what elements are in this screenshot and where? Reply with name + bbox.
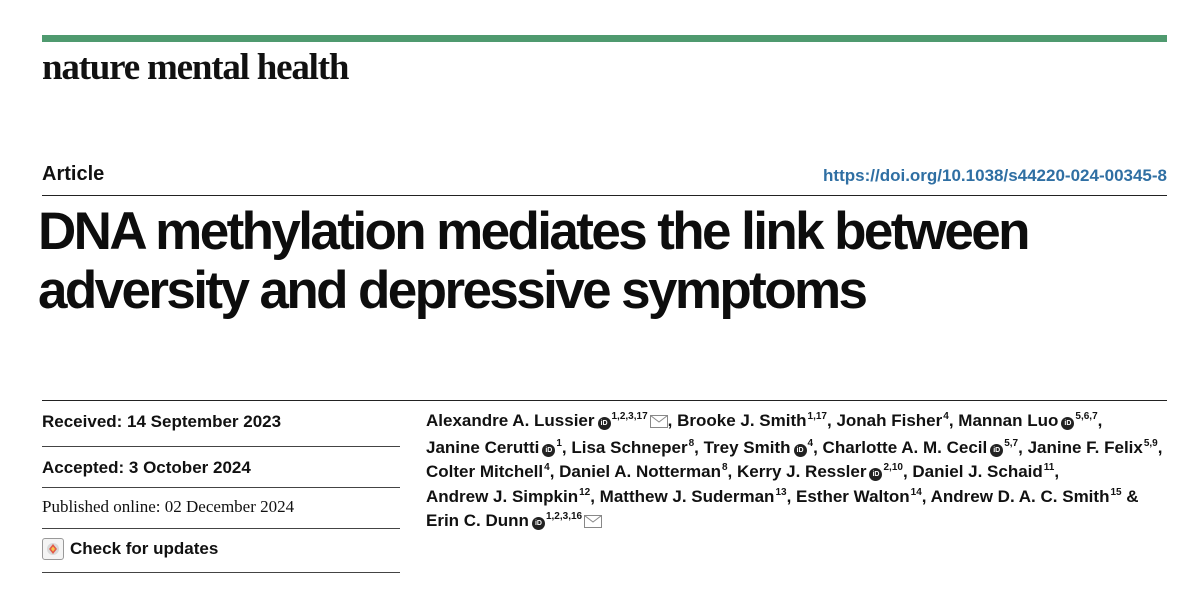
affiliation-numbers: 5,9 — [1143, 437, 1158, 449]
author-name: Colter Mitchell — [426, 462, 544, 482]
author-name: Janine Cerutti — [426, 437, 540, 457]
author-jonah-fisher[interactable] — [836, 411, 948, 430]
orcid-icon[interactable]: iD — [869, 468, 882, 481]
published-date: Published online: 02 December 2024 — [42, 497, 295, 516]
doi-link[interactable]: https://doi.org/10.1038/s44220-024-00345-8 — [823, 166, 1167, 185]
orcid-icon[interactable]: iD — [990, 444, 1003, 457]
author-lisa-schneper[interactable] — [571, 438, 694, 457]
affiliation-numbers: 12 — [579, 486, 591, 498]
dates-divider — [42, 487, 400, 488]
article-title: DNA methylation mediates the link between adversity and depressive symptoms — [38, 202, 1028, 320]
author-andrew-j-simpkin[interactable] — [426, 487, 590, 506]
author-name: Daniel A. Notterman — [559, 462, 721, 482]
author-name: Daniel J. Schaid — [912, 462, 1043, 482]
affiliation-numbers: 4 — [544, 462, 550, 474]
affiliation-numbers: 8 — [688, 437, 695, 449]
article-type: Article — [42, 163, 105, 185]
affiliation-numbers: 13 — [775, 486, 787, 498]
author-name: Andrew J. Simpkin — [426, 486, 579, 506]
dates-divider — [42, 528, 400, 529]
journal-accent-bar — [42, 35, 1167, 42]
check-for-updates-label: Check for updates — [70, 539, 219, 558]
received-date: Received: 14 September 2023 — [42, 412, 282, 431]
author-list: Alexandre A. Lussier iD$^{1,2,3,17}$ , Brooke J. Smith$^{1,17}$, Jonah Fisher$^4$, Mannan Luo iD$^{5,6,7}$, Janine Cerutti $iD^1$, Lisa Schneper$^8$, Trey Smith $iD^4$, Charlotte A. M. Cecil iD$^{5,7}$, Janine F. Felix$^{5,9}$, Colter Mitchell$^4$, Daniel A. Notterman$^8$, Kerry J. Ressler iD$^{2,10}$, Daniel J. Schaid$^{11}$, Andrew J. Simpkin$^{12}$, Matthew J. Suderman$^{13}$, Esther Walton$^{14}$, Andrew D. A. C. Smith$^{15}$ & Erin C. Dunn iD$^{1,2,3,16}$ — [426, 409, 1186, 536]
author-mannan-luo[interactable] — [958, 411, 1097, 430]
author-name: Esther Walton — [796, 486, 910, 506]
affiliation-numbers: 1,2,3,17 — [611, 411, 648, 422]
affiliation-numbers: 14 — [910, 486, 922, 498]
affiliation-numbers: 15 — [1110, 486, 1122, 498]
author-esther-walton[interactable] — [796, 487, 922, 506]
affiliation-numbers: 5,6,7 — [1075, 411, 1098, 422]
author-colter-mitchell[interactable] — [426, 462, 550, 481]
author-name: Mannan Luo — [958, 411, 1059, 430]
author-kerry-j-ressler[interactable] — [737, 462, 903, 481]
title-divider — [42, 400, 1167, 401]
affiliation-numbers: 1 — [556, 437, 562, 449]
affiliation-numbers: 1,17 — [807, 411, 827, 422]
author-brooke-j-smith[interactable] — [677, 411, 827, 430]
accepted-date: Accepted: 3 October 2024 — [42, 458, 251, 477]
author-daniel-j-schaid[interactable] — [912, 462, 1054, 481]
affiliation-numbers: 5,7 — [1004, 437, 1019, 449]
author-charlotte-a-m-cecil[interactable] — [823, 438, 1019, 457]
dates-divider — [42, 446, 400, 447]
check-updates-icon — [42, 538, 64, 560]
affiliation-numbers: 8 — [721, 462, 728, 474]
author-name: Jonah Fisher — [836, 411, 943, 430]
orcid-icon[interactable]: iD — [794, 444, 807, 457]
affiliation-numbers: 1,2,3,16 — [545, 511, 583, 523]
author-matthew-j-suderman[interactable] — [600, 487, 787, 506]
author-name: Kerry J. Ressler — [737, 462, 867, 482]
author-name: Brooke J. Smith — [677, 411, 807, 430]
email-icon[interactable] — [584, 511, 602, 536]
author-name: Erin C. Dunn — [426, 511, 529, 531]
author-name: Matthew J. Suderman — [599, 486, 775, 506]
orcid-icon[interactable]: iD — [1061, 417, 1074, 430]
orcid-icon[interactable]: iD — [598, 417, 611, 430]
author-name: Andrew D. A. C. Smith — [930, 486, 1110, 506]
header-divider — [42, 195, 1167, 196]
author-name: Janine F. Felix — [1027, 437, 1143, 457]
dates-divider — [42, 572, 400, 573]
author-name: Charlotte A. M. Cecil — [822, 437, 988, 457]
author-janine-cerutti[interactable] — [426, 438, 562, 457]
author-alexandre-a-lussier[interactable] — [426, 411, 668, 430]
author-daniel-a-notterman[interactable] — [559, 462, 727, 481]
orcid-icon[interactable]: iD — [542, 444, 555, 457]
author-andrew-d-a-c-smith[interactable] — [931, 487, 1122, 506]
author-name: Alexandre A. Lussier — [426, 411, 595, 430]
journal-name: nature mental health — [42, 47, 349, 88]
author-janine-f-felix[interactable] — [1028, 438, 1158, 457]
check-for-updates-button[interactable] — [42, 538, 218, 560]
orcid-icon[interactable]: iD — [532, 517, 545, 530]
author-erin-c-dunn[interactable] — [426, 511, 602, 530]
author-trey-smith[interactable] — [704, 438, 813, 457]
affiliation-numbers: 11 — [1043, 462, 1055, 474]
affiliation-numbers: 4 — [943, 411, 949, 422]
author-name: Lisa Schneper — [571, 437, 688, 457]
affiliation-numbers: 2,10 — [883, 462, 903, 474]
affiliation-numbers: 4 — [807, 437, 814, 449]
author-name: Trey Smith — [703, 437, 791, 457]
email-icon[interactable] — [650, 411, 668, 436]
